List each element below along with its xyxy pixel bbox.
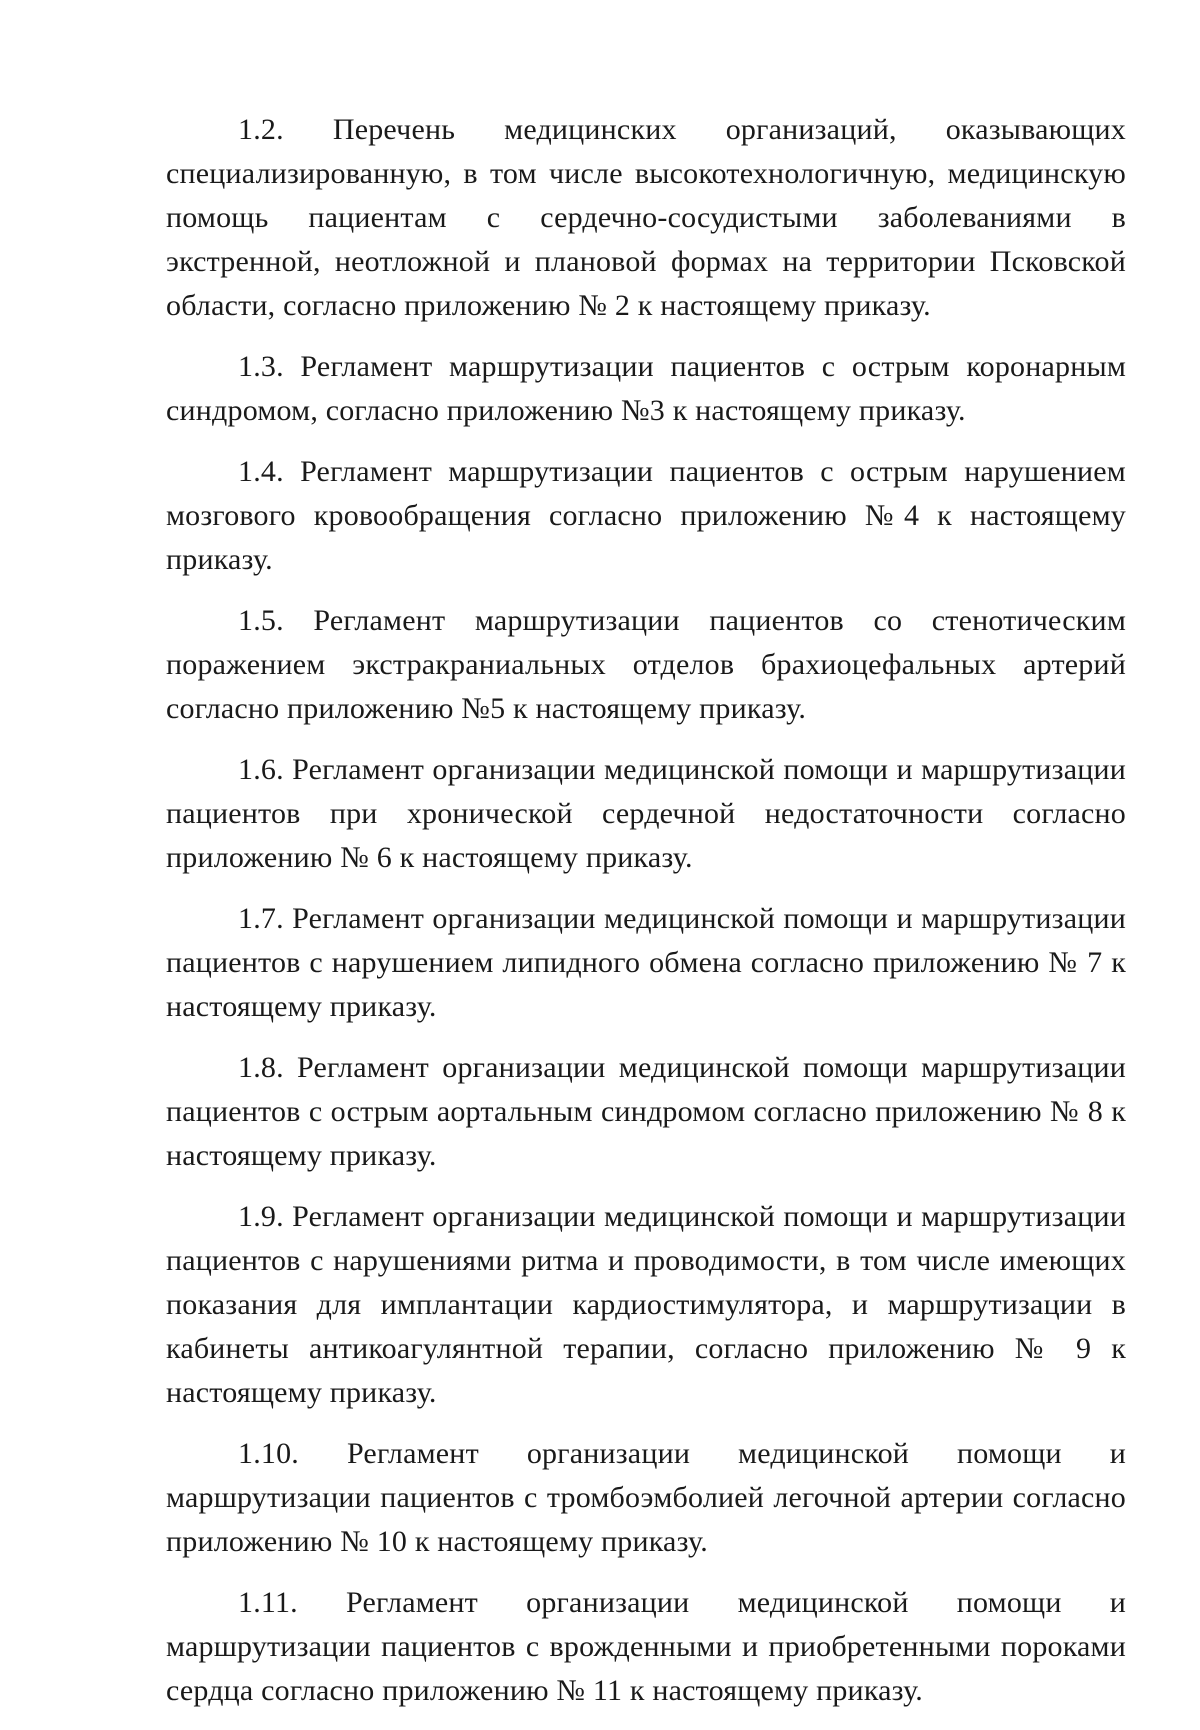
paragraph-1-5: 1.5. Регламент маршрутизации пациентов со стенотическим поражением экстракраниальных отделов брахиоцефальных артерий согласно приложению №5 к настоящему приказу. <box>166 604 1126 725</box>
paragraph-1-6: 1.6. Регламент организации медицинской помощи и маршрутизации пациентов при хронической сердечной недостаточности согласно приложению № 6 к настоящему приказу. <box>166 753 1126 874</box>
paragraph-1-8: 1.8. Регламент организации медицинской помощи маршрутизации пациентов с острым аортальным синдромом согласно приложению № 8 к настоящему приказу. <box>166 1051 1126 1172</box>
paragraph-1-4: 1.4. Регламент маршрутизации пациентов с острым нарушением мозгового кровообращения согласно приложению №4 к настоящему приказу. <box>166 455 1126 576</box>
paragraph-1-7: 1.7. Регламент организации медицинской помощи и маршрутизации пациентов с нарушением липидного обмена согласно приложению № 7 к настоящему приказу. <box>166 902 1126 1023</box>
paragraph-1-10: 1.10. Регламент организации медицинской помощи и маршрутизации пациентов с тромбоэмболией легочной артерии согласно приложению № 10 к настоящему приказу. <box>166 1437 1126 1558</box>
paragraph-1-11: 1.11. Регламент организации медицинской помощи и маршрутизации пациентов с врожденными и приобретенными пороками сердца согласно приложению № 11 к настоящему приказу. <box>166 1586 1126 1707</box>
paragraph-1-2: 1.2. Перечень медицинских организаций, оказывающих специализированную, в том числе высокотехнологичную, медицинскую помощь пациентам с сердечно-сосудистыми заболеваниями в экстренной, неотложной и плановой формах на территории Псковской области, согласно приложению № 2 к настоящему приказу. <box>166 113 1126 322</box>
document-body <box>166 108 1126 1730</box>
paragraph-1-9: 1.9. Регламент организации медицинской помощи и маршрутизации пациентов с нарушениями ритма и проводимости, в том числе имеющих показания для имплантации кардиостимулятора, и маршрутизации в кабинеты антикоагулянтной терапии, согласно приложению № 9 к настоящему приказу. <box>166 1200 1126 1409</box>
paragraph-1-3: 1.3. Регламент маршрутизации пациентов с острым коронарным синдромом, согласно приложению №3 к настоящему приказу. <box>166 350 1126 427</box>
